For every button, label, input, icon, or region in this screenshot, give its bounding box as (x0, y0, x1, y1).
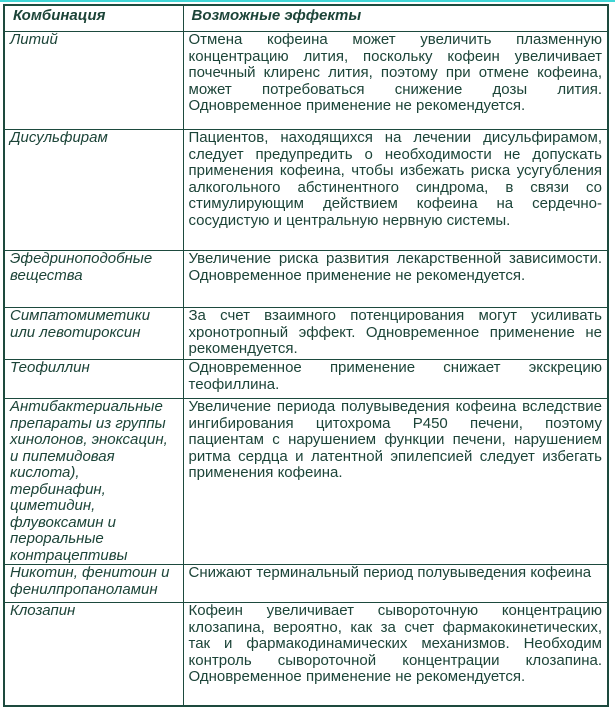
combination-cell: Никотин, фенитоин и фенилпропаноламин (4, 565, 183, 603)
drug-interactions-table (3, 4, 609, 707)
table-header-row (4, 5, 608, 32)
table-row (4, 308, 608, 360)
table-row (4, 251, 608, 308)
table-row (4, 565, 608, 603)
table-row (4, 360, 608, 399)
combination-cell: Антибактериальные препараты из группы хинолонов, эноксацин, и пипемидовая кислота), тербинафин, циметидин, флувоксамин и пероральные контрацептивы (4, 399, 183, 565)
header-combination: Комбинация (4, 5, 183, 32)
combination-cell: Клозапин (4, 603, 183, 707)
effect-cell: Пациентов, находящихся на лечении дисульфирамом, следует предупредить о необходимости не допускать применения кофеина, чтобы избежать риска усугубления алкогольного абстинентного синдрома, в связи со стимулирующим действием кофеина на сердечно-сосудистую и центральную нервную системы. (183, 130, 608, 251)
combination-cell: Дисульфирам (4, 130, 183, 251)
effect-cell: За счет взаимного потенцирования могут усиливать хронотропный эффект. Одновременное применение не рекомендуется. (183, 308, 608, 360)
effect-cell: Отмена кофеина может увеличить плазменную концентрацию лития, поскольку кофеин увеличивает почечный клиренс лития, поэтому при отмене кофеина, может потребоваться снижение дозы лития. Одновременное применение не рекомендуется. (183, 32, 608, 130)
effect-cell: Кофеин увеличивает сывороточную концентрацию клозапина, вероятно, как за счет фармакокинетических, так и фармакодинамических механизмов. Необходим контроль сывороточной концентрации клозапина. Одновременное применение не рекомендуется. (183, 603, 608, 707)
top-accent-line (0, 0, 615, 2)
effect-cell: Снижают терминальный период полувыведения кофеина (183, 565, 608, 603)
combination-cell: Симпатомиметики или левотироксин (4, 308, 183, 360)
combination-cell: Эфедриноподобные вещества (4, 251, 183, 308)
table-row (4, 130, 608, 251)
effect-cell: Увеличение риска развития лекарственной зависимости. Одновременное применение не рекомендуется. (183, 251, 608, 308)
combination-cell: Теофиллин (4, 360, 183, 399)
effect-cell: Одновременное применение снижает экскрецию теофиллина. (183, 360, 608, 399)
combination-cell: Литий (4, 32, 183, 130)
effect-cell: Увеличение периода полувыведения кофеина вследствие ингибирования цитохрома P450 печени, поэтому пациентам с нарушением функции печени, нарушением ритма сердца и латентной эпилепсией следует избегать применения кофеина. (183, 399, 608, 565)
header-effects: Возможные эффекты (183, 5, 608, 32)
table-row (4, 32, 608, 130)
table-row (4, 399, 608, 565)
table-row (4, 603, 608, 707)
